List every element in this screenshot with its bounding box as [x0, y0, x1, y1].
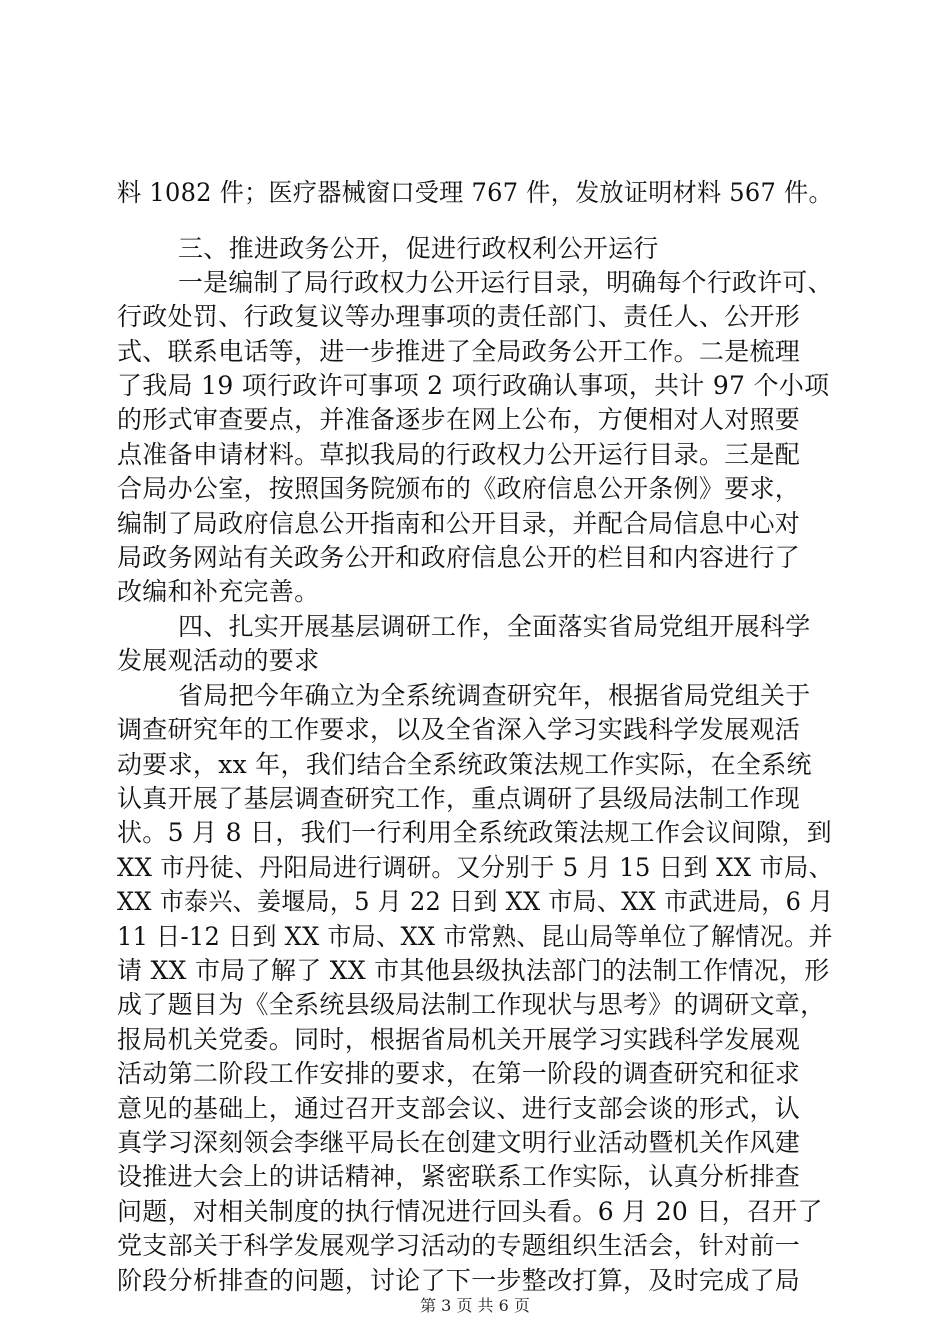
paragraph-line: XX 市泰兴、姜堰局，5 月 22 日到 XX 市局、XX 市武进局，6 月: [117, 887, 834, 916]
paragraph-line: 省局把今年确立为全系统调查研究年，根据省局党组关于: [178, 681, 811, 710]
paragraph-line: XX 市丹徒、丹阳局进行调研。又分别于 5 月 15 日到 XX 市局、: [117, 853, 834, 882]
section-heading: 四、扎实开展基层调研工作，全面落实省局党组开展科学: [178, 612, 811, 641]
paragraph-line: 11 日-12 日到 XX 市局、XX 市常熟、昆山局等单位了解情况。并: [117, 922, 833, 951]
section-heading-continued: 发展观活动的要求: [117, 646, 320, 675]
paragraph-line: 合局办公室，按照国务院颁布的《政府信息公开条例》要求，: [117, 474, 801, 503]
paragraph-line: 动要求，xx 年，我们结合全系统政策法规工作实际，在全系统: [117, 750, 812, 779]
paragraph-line: 的形式审查要点，并准备逐步在网上公布，方便相对人对照要: [117, 405, 801, 434]
paragraph-line: 点准备申请材料。草拟我局的行政权力公开运行目录。三是配: [117, 440, 801, 469]
paragraph-line: 请 XX 市局了解了 XX 市其他县级执法部门的法制工作情况，形: [117, 956, 830, 985]
paragraph-line: 调查研究年的工作要求，以及全省深入学习实践科学发展观活: [117, 715, 801, 744]
paragraph-line: 活动第二阶段工作安排的要求，在第一阶段的调查研究和征求: [117, 1059, 801, 1088]
paragraph-line: 认真开展了基层调查研究工作，重点调研了县级局法制工作现: [117, 784, 801, 813]
paragraph-line: 改编和补充完善。: [117, 577, 320, 606]
paragraph-line: 报局机关党委。同时，根据省局机关开展学习实践科学发展观: [117, 1025, 801, 1054]
paragraph-line: 一是编制了局行政权力公开运行目录，明确每个行政许可、: [178, 268, 833, 297]
paragraph-line: 编制了局政府信息公开指南和公开目录，并配合局信息中心对: [117, 509, 801, 538]
paragraph-line: 式、联系电话等，进一步推进了全局政务公开工作。二是梳理: [117, 337, 801, 366]
paragraph-line: 阶段分析排查的问题，讨论了下一步整改打算，及时完成了局: [117, 1266, 801, 1295]
paragraph-line: 问题，对相关制度的执行情况进行回头看。6 月 20 日，召开了: [117, 1197, 823, 1226]
paragraph-line: 局政务网站有关政务公开和政府信息公开的栏目和内容进行了: [117, 543, 801, 572]
paragraph-line: 了我局 19 项行政许可事项 2 项行政确认事项，共计 97 个小项: [117, 371, 830, 400]
paragraph-line: 行政处罚、行政复议等办理事项的责任部门、责任人、公开形: [117, 302, 801, 331]
page-number-footer: 第 3 页 共 6 页: [420, 1296, 530, 1315]
paragraph-line: 真学习深刻领会李继平局长在创建文明行业活动暨机关作风建: [117, 1128, 801, 1157]
paragraph-line: 意见的基础上，通过召开支部会议、进行支部会谈的形式，认: [117, 1094, 801, 1123]
body-line: 料 1082 件；医疗器械窗口受理 767 件，发放证明材料 567 件。: [117, 178, 833, 207]
paragraph-line: 设推进大会上的讲话精神，紧密联系工作实际，认真分析排查: [117, 1162, 801, 1191]
paragraph-line: 成了题目为《全系统县级局法制工作现状与思考》的调研文章，: [117, 990, 826, 1019]
section-heading: 三、推进政务公开，促进行政权利公开运行: [178, 234, 659, 263]
paragraph-line: 党支部关于科学发展观学习活动的专题组织生活会，针对前一: [117, 1231, 801, 1260]
paragraph-line: 状。5 月 8 日，我们一行利用全系统政策法规工作会议间隙，到: [117, 818, 832, 847]
